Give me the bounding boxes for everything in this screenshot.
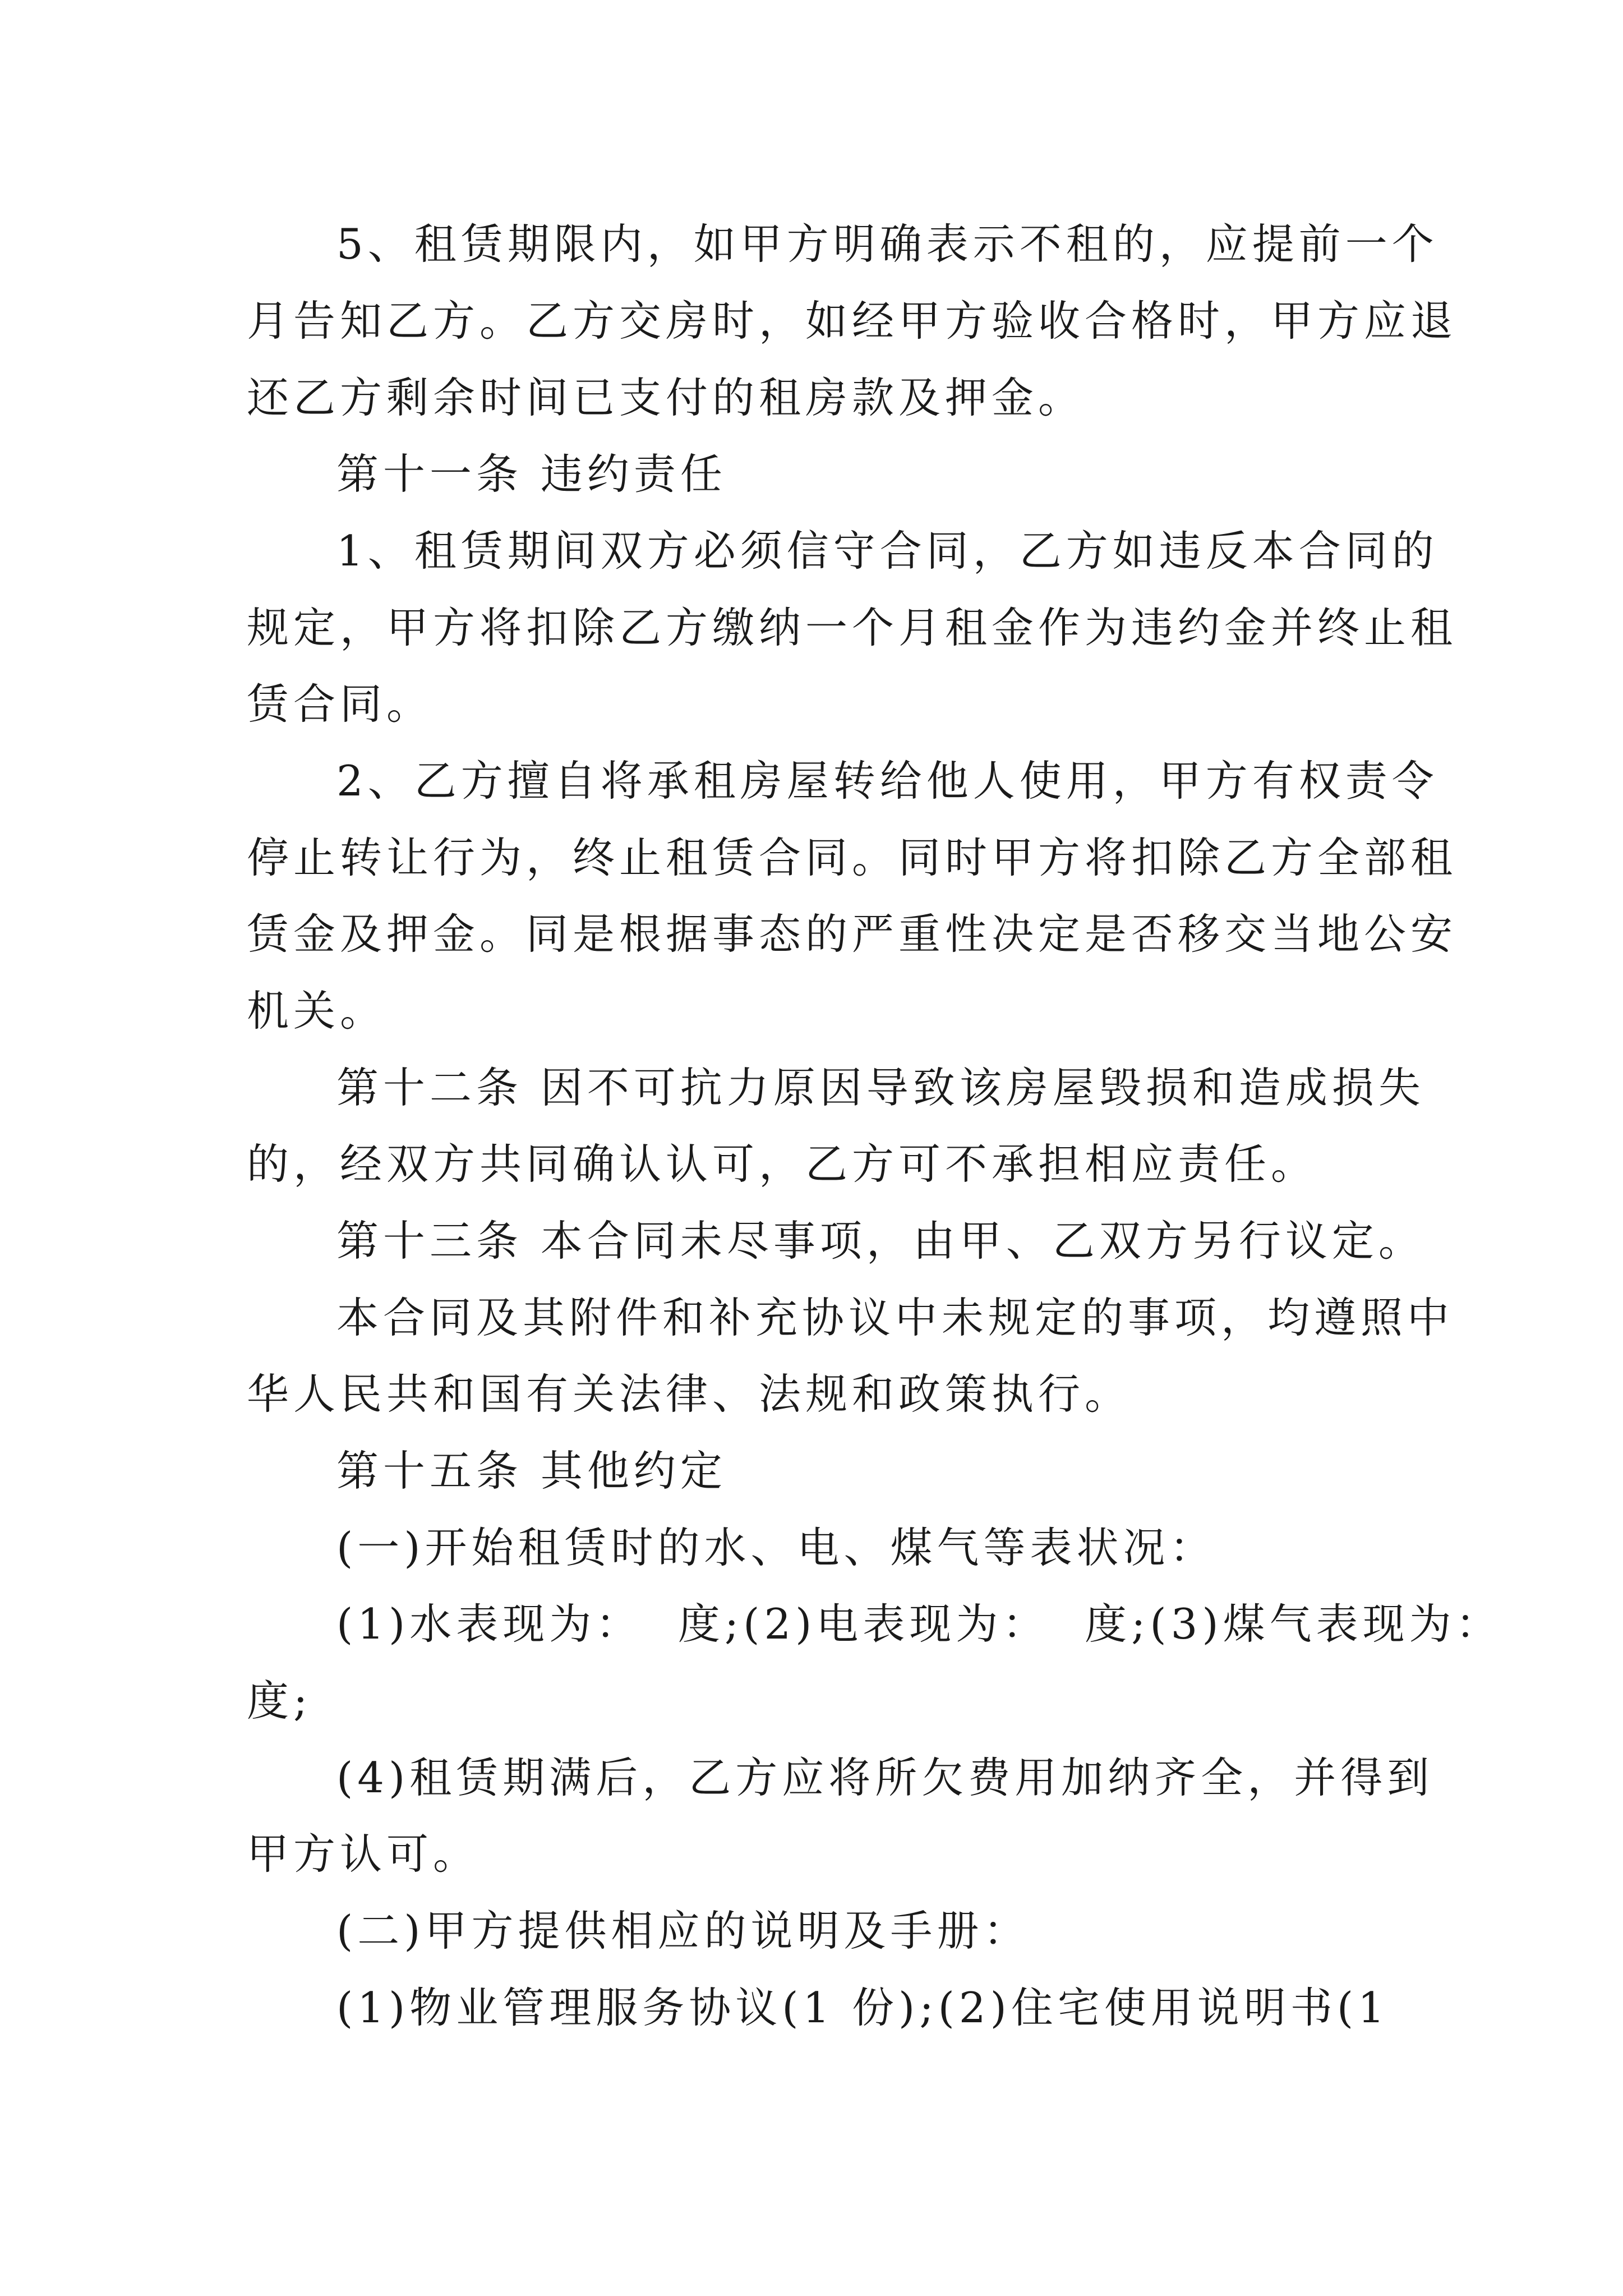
text-line: (一)开始租赁时的水、电、煤气等表状况： bbox=[336, 1523, 1216, 1572]
text-line: 2、乙方擅自将承租房屋转给他人使用，甲方有权责令 bbox=[336, 756, 1438, 806]
section-heading: 第十三条 本合同未尽事项，由甲、乙双方另行议定。 bbox=[336, 1216, 1425, 1266]
section-heading: 第十五条 其他约定 bbox=[336, 1446, 727, 1496]
text-line: 机关。 bbox=[247, 986, 387, 1036]
text-line: 赁合同。 bbox=[247, 679, 434, 729]
text-line: 度; bbox=[247, 1676, 312, 1726]
section-heading: 第十一条 违约责任 bbox=[336, 449, 727, 499]
text-line: 月告知乙方。乙方交房时，如经甲方验收合格时，甲方应退 bbox=[247, 296, 1458, 346]
text-line: 甲方认可。 bbox=[247, 1829, 480, 1879]
text-line: 停止转让行为，终止租赁合同。同时甲方将扣除乙方全部租 bbox=[247, 833, 1458, 882]
text-line: 的，经双方共同确认认可，乙方可不承担相应责任。 bbox=[247, 1139, 1318, 1189]
text-line: (1)物业管理服务协议(1 份);(2)住宅使用说明书(1 bbox=[336, 1983, 1389, 2032]
text-line: 本合同及其附件和补充协议中未规定的事项，均遵照中 bbox=[336, 1293, 1454, 1342]
text-line: 华人民共和国有关法律、法规和政策执行。 bbox=[247, 1369, 1132, 1419]
text-line: 还乙方剩余时间已支付的租房款及押金。 bbox=[247, 373, 1085, 422]
section-heading: 第十二条 因不可抗力原因导致该房屋毁损和造成损失 bbox=[336, 1063, 1425, 1112]
text-line: 5、租赁期限内，如甲方明确表示不租的，应提前一个 bbox=[336, 219, 1438, 269]
text-line: (1)水表现为： 度;(2)电表现为： 度;(3)煤气表现为： bbox=[336, 1599, 1502, 1649]
text-line: (4)租赁期满后，乙方应将所欠费用加纳齐全，并得到 bbox=[336, 1753, 1434, 1802]
text-line: 规定，甲方将扣除乙方缴纳一个月租金作为违约金并终止租 bbox=[247, 603, 1458, 652]
text-line: 赁金及押金。同是根据事态的严重性决定是否移交当地公安 bbox=[247, 909, 1458, 959]
text-line: (二)甲方提供相应的说明及手册： bbox=[336, 1906, 1030, 1955]
text-line: 1、租赁期间双方必须信守合同，乙方如违反本合同的 bbox=[336, 526, 1438, 576]
